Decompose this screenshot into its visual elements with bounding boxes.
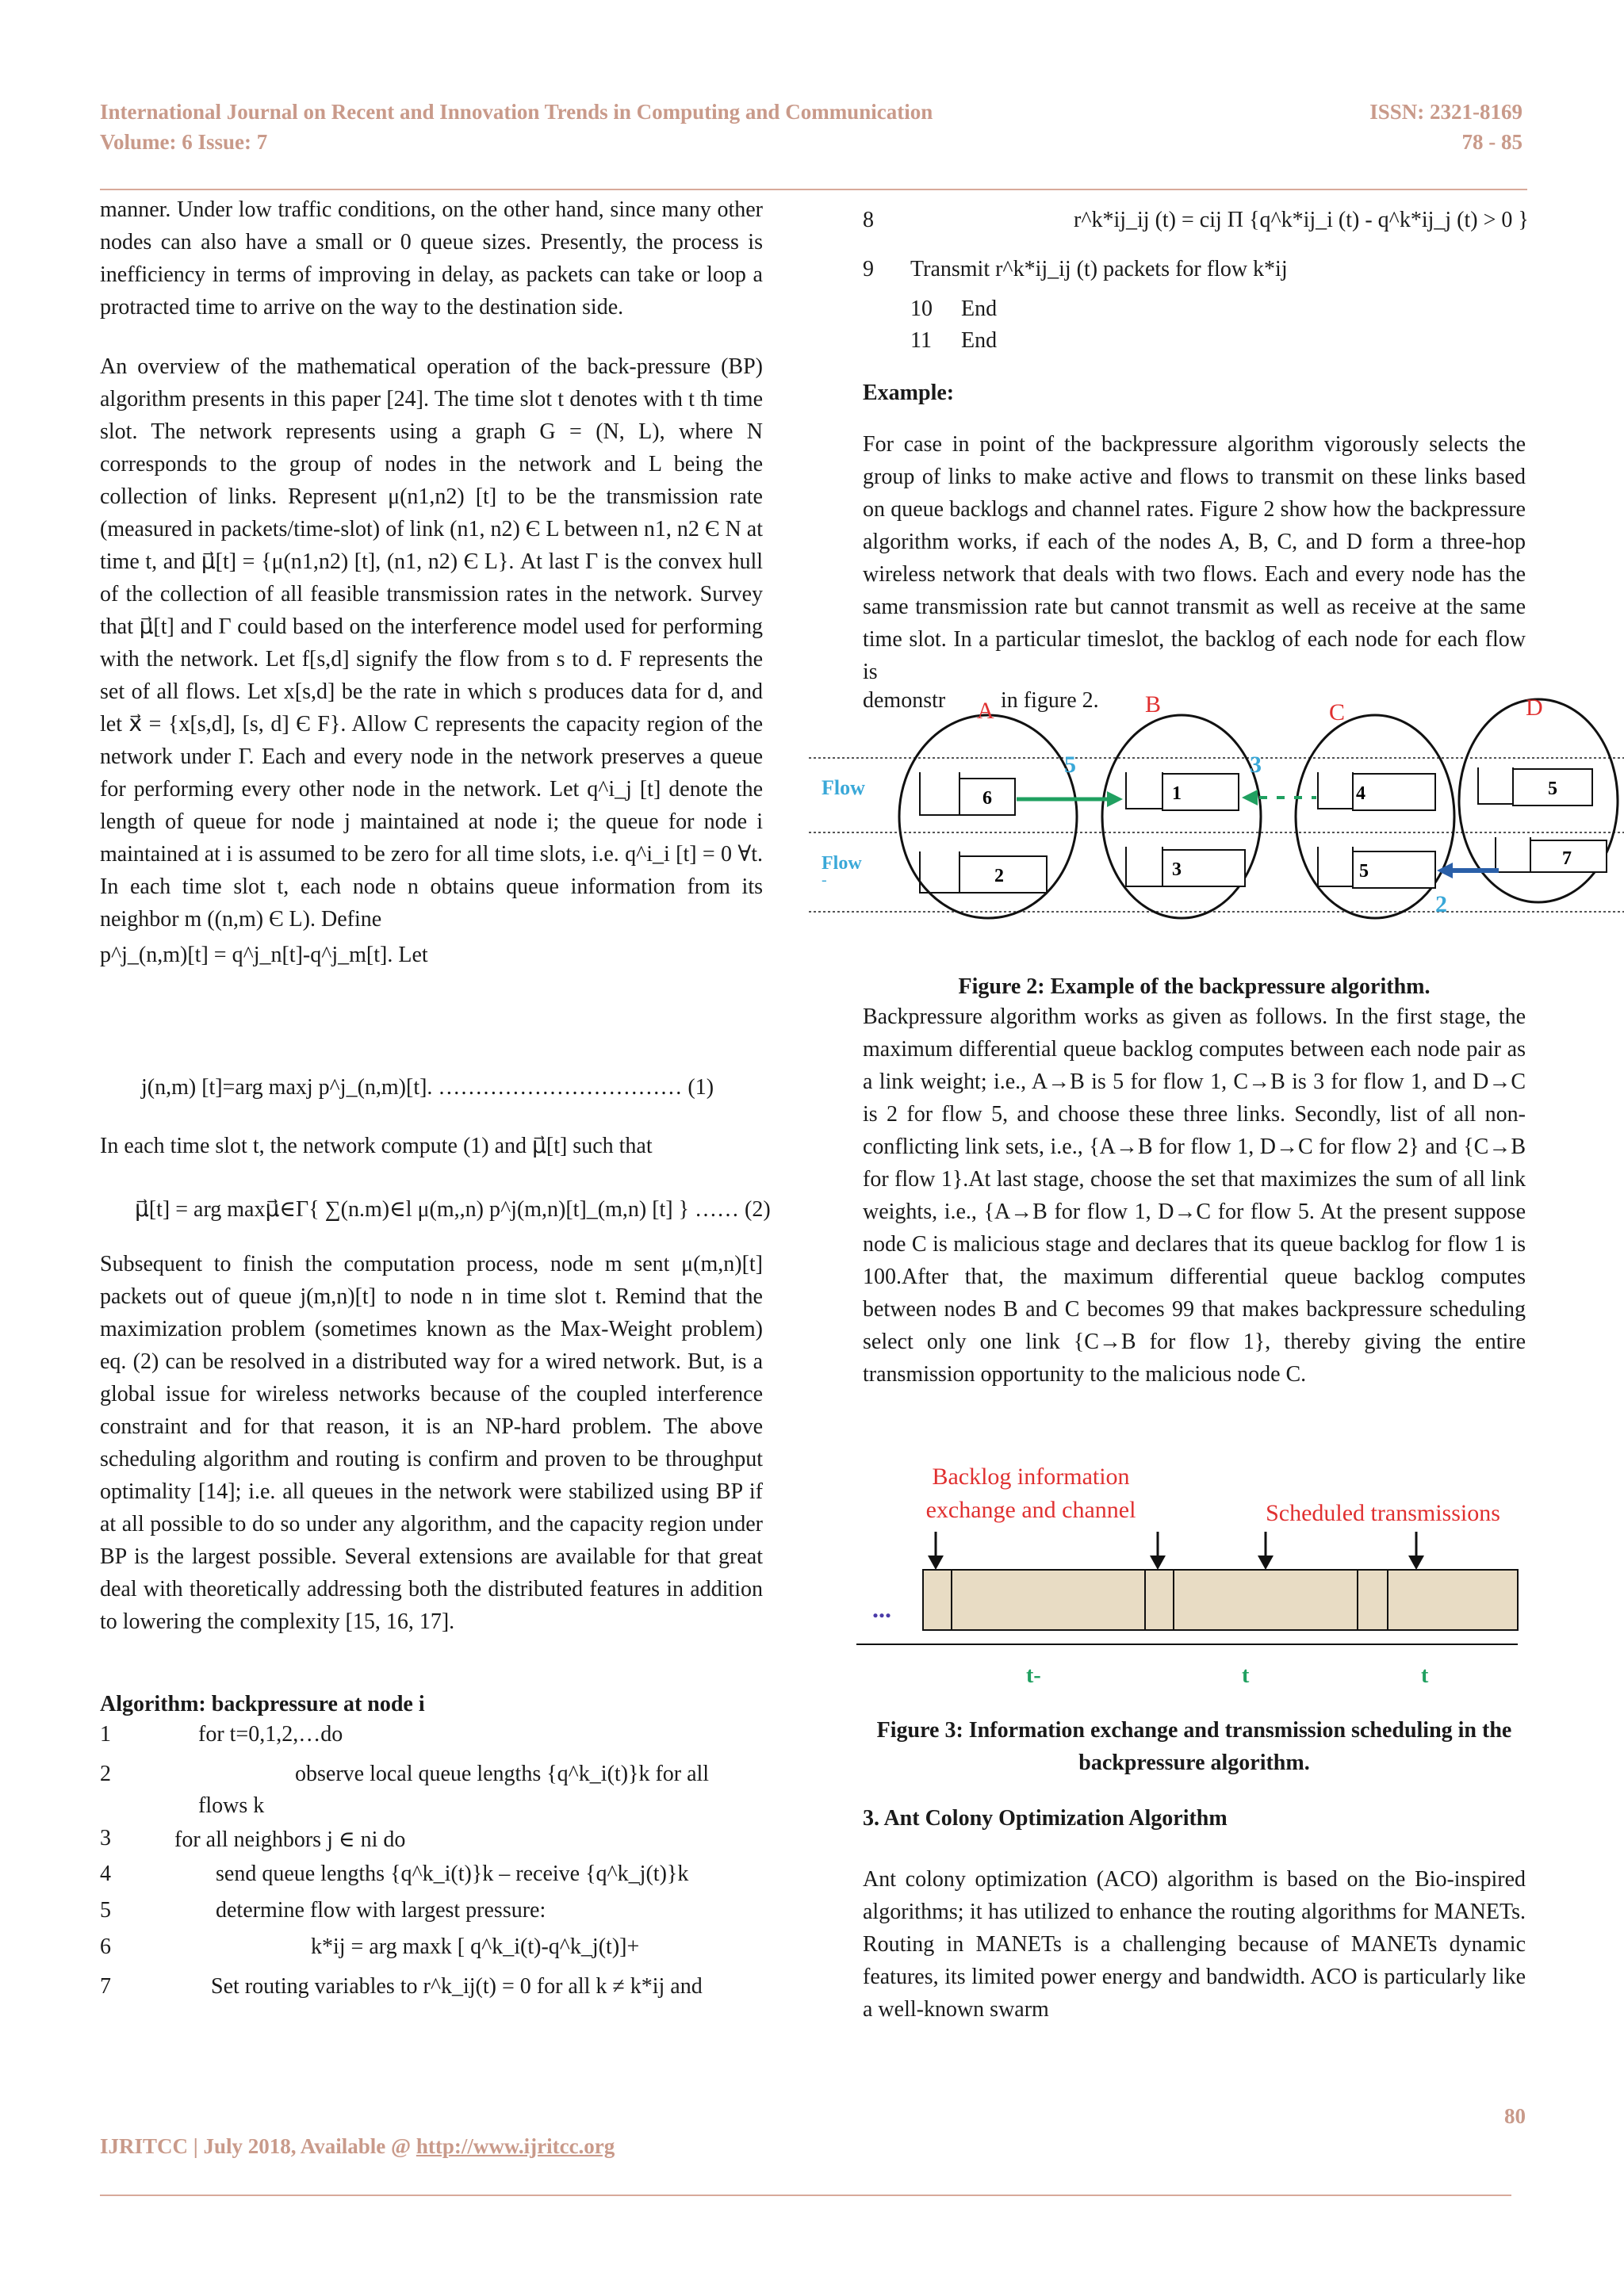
example-last-line-end: in figure 2. xyxy=(1001,688,1099,713)
timing-arrow-3-head xyxy=(1258,1556,1274,1570)
figure-2-caption: Figure 2: Example of the backpressure algorithm. xyxy=(958,974,1431,999)
node-b-label: B xyxy=(1145,691,1162,718)
paragraph-aco: Ant colony optimization (ACO) algorithm is based on the Bio-inspired algorithms; it has utilized to enhance the routing algorithms for MANETs. Routing in MANETs is a challenging because of MANETs dynamic features, its limited power energy and bandwidth. ACO is particularly like a well-known swarm xyxy=(863,1867,1526,2022)
queue-c-flow2-outer xyxy=(1318,847,1353,886)
queue-d-flow2-value: 7 xyxy=(1562,848,1572,869)
example-last-line-start: demonstr xyxy=(863,688,946,713)
queue-b-flow1 xyxy=(1126,772,1239,810)
alg-line-11: 11 xyxy=(910,328,932,353)
page-range: 78 - 85 xyxy=(1461,130,1522,154)
weight-c-to-b: 3 xyxy=(1250,752,1262,778)
flow2-suffix: - xyxy=(822,871,827,889)
alg-text-9: Transmit r^k*ij_ij (t) packets for flow k*ij xyxy=(910,257,1288,281)
weight-d-to-c: 2 xyxy=(1435,891,1447,917)
queue-d-flow1-value: 5 xyxy=(1548,779,1557,799)
timing-arrow-4-head xyxy=(1408,1556,1424,1570)
algorithm-title: Algorithm: backpressure at node i xyxy=(100,1692,425,1716)
alg-text-2: observe local queue lengths {q^k_i(t)}k for all xyxy=(295,1762,710,1786)
node-d-label: D xyxy=(1526,695,1543,721)
backlog-label-line2: exchange and channel xyxy=(925,1497,1136,1523)
paragraph-compute: In each time slot t, the network compute (1) and μ⃗[t] such that xyxy=(100,1134,653,1158)
timing-arrow-1 xyxy=(928,1532,944,1570)
issn: ISSN: 2321-8169 xyxy=(1369,100,1522,124)
paragraph-backpressure: Backpressure algorithm works as given as follows. In the first stage, the maximum differential queue backlog computes between each node pair as a link weight; i.e., A→B is 5 for flow 1, C→B is 3 for flow 1, and D→C is 2 for flow 5, and choose these three links. Secondly, list of all non-conflicting link sets, i.e., {A→B for flow 1, D→C for flow 2} and {C→B for flow 1}.At last stage, choose the set that maximizes the sum of all link weights, i.e., {A→B for flow 1, D→C for flow 5. At the present suppose node C is malicious stage and declares that its queue backlog for flow 1 is 100.After that, the maximum differential queue backlog computes between nodes B and C becomes 99 that makes backpressure scheduling select only one link {C→B for flow 1}, thereby giving the entire transmission opportunity to the malicious node C. xyxy=(863,1004,1526,1387)
queue-b-flow1-value: 1 xyxy=(1172,783,1182,804)
alg-line-6: 6 xyxy=(100,1934,111,1959)
equation-1: j(n,m) [t]=arg maxj p^j_(n,m)[t]. …………………………… (1) xyxy=(141,1075,714,1100)
timeline-dots: ... xyxy=(872,1594,891,1623)
paragraph-example: For case in point of the backpressure algorithm vigorously selects the group of links to make active and flows to transmit on these links based on queue backlogs and channel rates. Figure 2 show how the backpressure algorithm works, if each of the nodes A, B, C, and D form a three-hop wireless network that deals with two flows. Each and every node has the same transmission rate but cannot transmit as well as receive at the same time slot. In a particular timeslot, the backlog of each node for each flow is xyxy=(863,432,1526,684)
queue-d-flow1-outer xyxy=(1478,767,1513,804)
page-number: 80 xyxy=(1504,2104,1526,2128)
alg-text-7: Set routing variables to r^k_ij(t) = 0 for all k ≠ k*ij and xyxy=(211,1974,703,1999)
alg-text-6: k*ij = arg maxk [ q^k_i(t)-q^k_j(t)]+ xyxy=(311,1934,640,1959)
alg-text-4: send queue lengths {q^k_i(t)}k – receive {q^k_j(t)}k xyxy=(216,1862,689,1886)
footer-rule xyxy=(100,2195,1511,2196)
queue-c-flow1-value: 4 xyxy=(1356,783,1365,804)
footer-label: IJRITCC | July 2018, Available @ xyxy=(100,2134,416,2158)
queue-a-flow1 xyxy=(920,772,1015,815)
alg-line-5: 5 xyxy=(100,1898,111,1923)
queue-a-flow2 xyxy=(920,851,1047,893)
alg-line-7: 7 xyxy=(100,1974,111,1999)
queue-c-flow2 xyxy=(1318,847,1435,888)
alg-line-9: 9 xyxy=(863,257,874,281)
alg-line-3: 3 xyxy=(100,1826,111,1850)
header-rule xyxy=(100,189,1527,190)
queue-a-flow2-value: 2 xyxy=(994,866,1004,886)
queue-a-flow1-outer xyxy=(920,772,959,815)
queue-a-flow2-outer xyxy=(920,851,959,893)
queue-b-flow2-value: 3 xyxy=(1172,859,1182,880)
figure-2-diagram xyxy=(809,690,1624,943)
arrow-a-to-b-head xyxy=(1107,791,1123,807)
footer-text xyxy=(100,2134,615,2159)
equation-2: μ⃗[t] = arg maxμ⃗∈Γ{ ∑(n.m)∈l μ(m,,n) p^j(m,n)[t]_(m,n) [t] } …… (2) xyxy=(135,1197,771,1222)
example-title: Example: xyxy=(863,381,955,405)
alg-text-8: r^k*ij_ij (t) = cij Π {q^k*ij_i (t) - q^k*ij_j (t) > 0 } xyxy=(1074,208,1529,232)
footer-link[interactable]: http://www.ijritcc.org xyxy=(416,2134,615,2158)
time-label-3: t xyxy=(1421,1663,1429,1688)
alg-text-10: End xyxy=(961,297,998,321)
paragraph-overview: An overview of the mathematical operation of the back-pressure (BP) algorithm presents in this paper [24]. The time slot t denotes with t th time slot. The network represents using a graph G = (N, L), where N corresponds to the group of nodes in the network and L being the collection of links. Represent μ(n1,n2) [t] to be the transmission rate (measured in packets/time-slot) of link (n1, n2) Є L between n1, n2 Є N at time t, and μ⃗[t] = {μ(n1,n2) [t], (n1, n2) Є L}. At last Γ is the convex hull of the collection of all feasible transmission rates in the network. Survey that μ⃗[t] and Γ could based on the interference model used for performing with the network. Let f[s,d] signify the flow from s to d. F represents the set of all flows. Let x[s,d] be the rate in which s produces data for d, and let x⃗ = {x[s,d], [s, d] Є F}. Allow C represents the capacity region of the network under Γ. Each and every node in the network preserves a queue for performing every other node in the network. Let q^i_j [t] denote the length of queue for node j maintained at node i; the queue for node i maintained at i is assumed to be zero for all time slots, i.e. q^i_i [t] = 0 ∀t. In each time slot t, each node n obtains queue information from its neighbor m ((n,m) Є L). Define xyxy=(100,354,763,932)
node-a-label: A xyxy=(977,698,994,724)
alg-text-1: for t=0,1,2,…do xyxy=(198,1722,343,1747)
time-label-1: t- xyxy=(1026,1663,1041,1688)
queue-a-flow1-value: 6 xyxy=(982,788,992,809)
figure-3-diagram xyxy=(856,1451,1554,1705)
alg-text-5: determine flow with largest pressure: xyxy=(216,1898,546,1923)
backlog-label-line1: Backlog information xyxy=(932,1464,1130,1490)
queue-c-flow2-value: 5 xyxy=(1359,861,1369,882)
weight-a-to-b: 5 xyxy=(1064,752,1076,778)
flow1-label: Flow xyxy=(822,776,865,799)
queue-d-flow2 xyxy=(1496,837,1607,872)
queue-c-flow1-outer xyxy=(1318,772,1353,809)
queue-b-flow1-outer xyxy=(1126,772,1162,809)
section-3-title: 3. Ant Colony Optimization Algorithm xyxy=(863,1806,1228,1831)
queue-d-flow1 xyxy=(1478,767,1592,806)
alg-text-11: End xyxy=(961,328,998,353)
timing-arrow-1-head xyxy=(928,1556,944,1570)
left-column xyxy=(100,193,763,987)
timing-arrow-3 xyxy=(1258,1532,1274,1570)
flow2-label: Flow xyxy=(822,853,862,874)
timing-arrow-4 xyxy=(1408,1532,1424,1570)
definition-line: p^j_(n,m)[t] = q^j_n[t]-q^j_m[t]. Let xyxy=(100,943,428,967)
timing-arrow-2 xyxy=(1150,1532,1166,1570)
time-label-2: t xyxy=(1242,1663,1250,1688)
node-b-circle xyxy=(1102,715,1261,918)
volume-issue: Volume: 6 Issue: 7 xyxy=(100,130,268,154)
alg-text-2b: flows k xyxy=(198,1793,265,1818)
paragraph-subsequent: Subsequent to finish the computation process, node m sent μ(m,n)[t] packets out of queue j(m,n)[t] to node n in time slot t. Remind that the maximization problem (sometimes known as the Max-Weight problem) eq. (2) can be resolved in a distributed way for a wired network. But, is a global issue for wireless networks because of the coupled interference constraint and for that reason, it is an NP-hard problem. The above scheduling algorithm and routing is confirm and proven to be throughput optimality [14]; i.e. all queues in the network were stabilized using BP if at all possible to do so under any algorithm, and the capacity region under BP is the largest possible. Several extensions are available for that great deal with theoretically addressing both the distributed features in addition to lowering the complexity [15, 16, 17]. xyxy=(100,1252,763,1634)
figure-3-caption: Figure 3: Information exchange and transmission scheduling in the backpressure algorithm. xyxy=(876,1718,1512,1775)
paragraph-intro: manner. Under low traffic conditions, on the other hand, since many other nodes can also have a small or 0 queue sizes. Presently, the process is inefficiency in terms of improving in delay, as packets can take or loop a protracted time to arrive on the way to the destination side. xyxy=(100,197,763,320)
alg-line-8: 8 xyxy=(863,208,874,232)
queue-b-flow2-outer xyxy=(1126,847,1162,886)
timing-arrow-2-head xyxy=(1150,1556,1166,1570)
alg-line-2: 2 xyxy=(100,1762,111,1786)
queue-b-flow2 xyxy=(1126,847,1245,886)
alg-text-3: for all neighbors j ∈ ni do xyxy=(174,1827,406,1852)
alg-line-1: 1 xyxy=(100,1722,111,1747)
alg-line-4: 4 xyxy=(100,1862,111,1886)
node-c-label: C xyxy=(1329,699,1346,725)
queue-d-flow2-outer xyxy=(1496,837,1530,872)
timeline-bar xyxy=(923,1570,1518,1630)
queue-c-flow1 xyxy=(1318,772,1435,810)
arrow-c-to-b-head xyxy=(1242,790,1258,806)
journal-title: International Journal on Recent and Innovation Trends in Computing and Communication xyxy=(100,100,933,124)
alg-line-10: 10 xyxy=(910,297,933,321)
scheduled-label: Scheduled transmissions xyxy=(1266,1500,1500,1526)
